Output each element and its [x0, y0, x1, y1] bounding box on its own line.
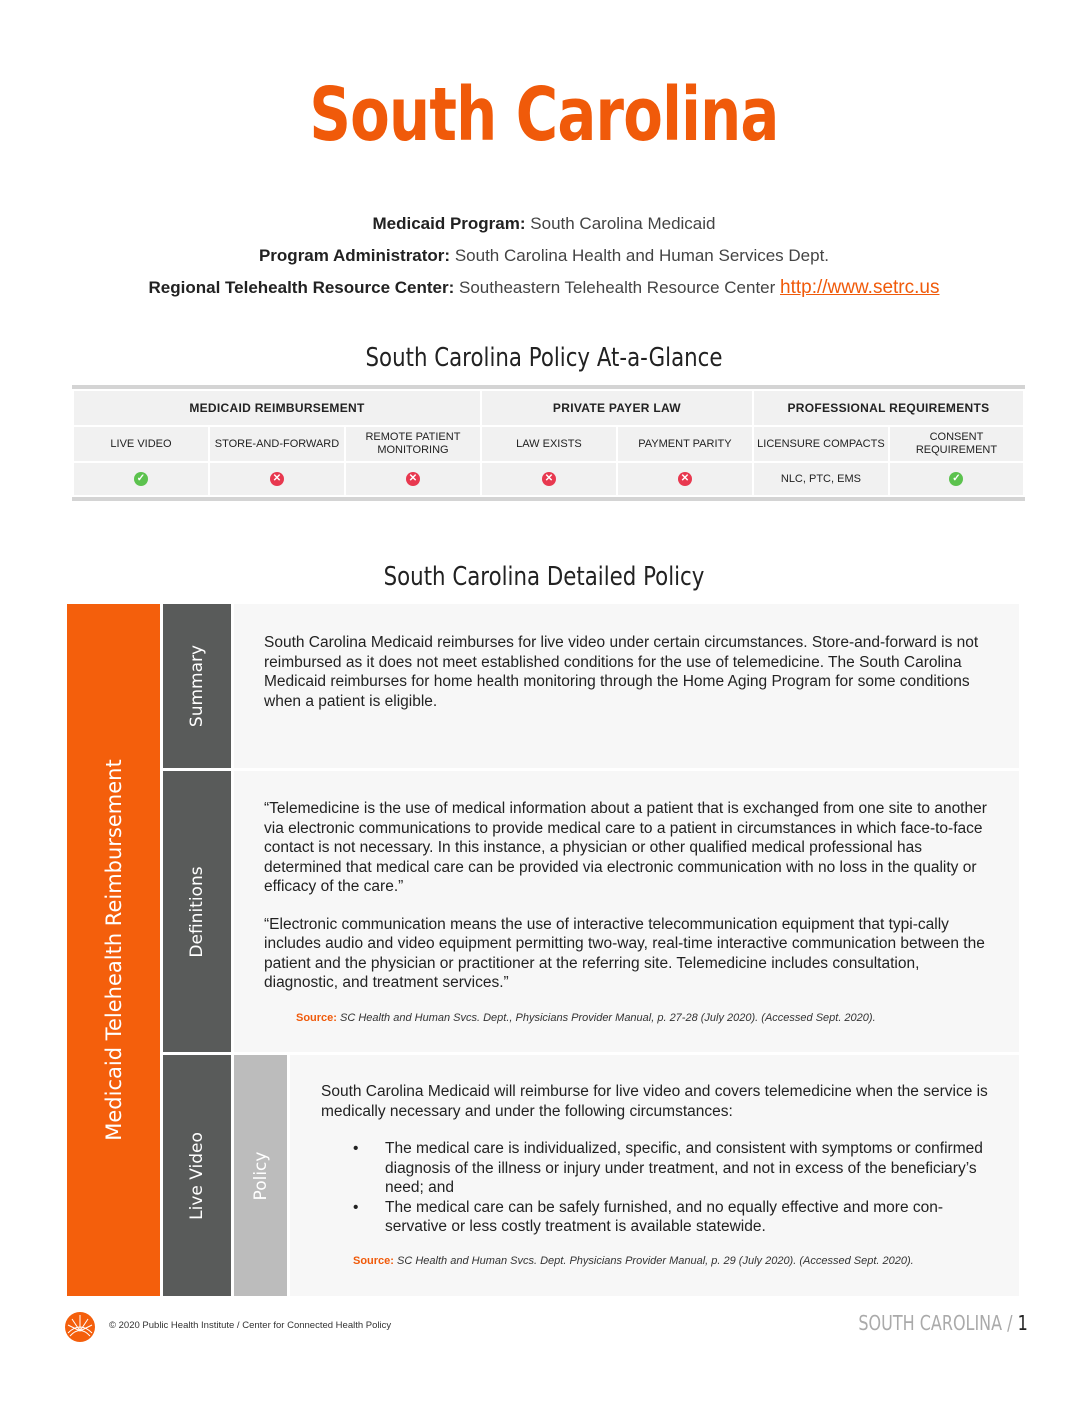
definitions-label: Definitions: [187, 865, 207, 958]
list-item: • The medical care can be safely furnished, and no equally effective and more con-servative or less costly treatment is available statewide.: [321, 1198, 991, 1237]
page-title: South Carolina: [309, 72, 779, 158]
copyright: © 2020 Public Health Institute / Center for Connected Health Policy: [109, 1320, 392, 1331]
cchp-logo-icon: [64, 1311, 96, 1343]
column-header: REMOTE PATIENT MONITORING: [346, 427, 480, 461]
column-header: LICENSURE COMPACTS: [754, 427, 888, 461]
glance-title: South Carolina Policy At-a-Glance: [365, 343, 723, 373]
glance-table: [72, 385, 1025, 501]
policy-subcategory: [234, 1055, 287, 1296]
medicaid-program-label: Medicaid Program:: [372, 214, 526, 233]
side-category-bar: [67, 604, 160, 1296]
summary-text: [264, 633, 992, 729]
x-icon: ✕: [542, 472, 556, 486]
live-video-text: [321, 1082, 991, 1237]
definitions-panel: [234, 771, 1019, 1052]
group-header: PRIVATE PAYER LAW: [482, 391, 752, 425]
value-cell: [346, 463, 480, 495]
x-icon: ✕: [678, 472, 692, 486]
policy-label: Policy: [250, 1151, 271, 1200]
summary-category: [163, 604, 231, 768]
detail-title: South Carolina Detailed Policy: [383, 562, 705, 592]
administrator-line: [0, 246, 1088, 266]
side-category-label: Medicaid Telehealth Reimbursement: [101, 759, 126, 1141]
source-text: SC Health and Human Svcs. Dept. Physicians Provider Manual, p. 29 (July 2020). (Accessed Sept. 2020).: [397, 1255, 914, 1267]
source-label: Source:: [353, 1255, 394, 1267]
rtrc-value: Southeastern Telehealth Resource Center: [459, 278, 776, 297]
check-icon: ✓: [949, 472, 963, 486]
value-cell: [74, 463, 208, 495]
value-cell: [210, 463, 344, 495]
page-identifier: [859, 1311, 1028, 1335]
live-video-category: [163, 1055, 231, 1296]
page-number: 1: [1017, 1311, 1028, 1335]
rtrc-label: Regional Telehealth Resource Center:: [148, 278, 455, 297]
administrator-value: South Carolina Health and Human Services Dept.: [454, 246, 830, 265]
value-cell: [890, 463, 1023, 495]
value-cell: [618, 463, 752, 495]
definitions-source: [296, 1012, 876, 1024]
list-item: • The medical care is individualized, specific, and consistent with symptoms or confirmed diagnosis of the illness or injury under treatment, and not in excess of the beneficiary’s need; and: [321, 1139, 991, 1198]
detailed-policy: [67, 604, 1019, 1296]
source-label: Source:: [296, 1012, 337, 1024]
summary-paragraph: South Carolina Medicaid reimburses for live video under certain circumstances. Store-and-forward is not reimbursed as it does not meet established conditions for the use of telemedicine. The South Carolina Medicaid reimburses for home health monitoring through the Home Aging Program for some conditions when a patient is eligible.: [264, 634, 979, 710]
definitions-category: [163, 771, 231, 1052]
definitions-paragraph: “Electronic communication means the use of interactive telecommunication equipment that typi-cally includes audio and video equipment permitting two-way, real-time interactive communication between the patient and the physician or practitioner at the referring site. Telemedicine includes consultation, diagnostic, and treatment services.”: [264, 915, 985, 991]
check-icon: ✓: [134, 472, 148, 486]
group-header: MEDICAID REIMBURSEMENT: [74, 391, 480, 425]
value-cell: [482, 463, 616, 495]
column-header: PAYMENT PARITY: [618, 427, 752, 461]
live-video-source: [353, 1255, 914, 1267]
medicaid-program-value: South Carolina Medicaid: [530, 214, 716, 233]
group-header: PROFESSIONAL REQUIREMENTS: [754, 391, 1023, 425]
summary-label: Summary: [187, 644, 207, 728]
definitions-text: [264, 799, 992, 1011]
column-header: LIVE VIDEO: [74, 427, 208, 461]
x-icon: ✕: [270, 472, 284, 486]
column-header: CONSENT REQUIREMENT: [890, 427, 1023, 461]
live-video-intro: South Carolina Medicaid will reimburse for live video and covers telemedicine when the service is medically necessary and under the following circumstances:: [321, 1083, 988, 1120]
value-cell: NLC, PTC, EMS: [754, 463, 888, 495]
summary-panel: [234, 604, 1019, 768]
medicaid-program-line: [0, 214, 1088, 234]
rtrc-line: [0, 277, 1088, 299]
live-video-panel: [290, 1055, 1019, 1296]
source-text: SC Health and Human Svcs. Dept., Physicians Provider Manual, p. 27-28 (July 2020). (Accessed Sept. 2020).: [340, 1012, 876, 1024]
administrator-label: Program Administrator:: [258, 246, 451, 265]
live-video-label: Live Video: [187, 1131, 207, 1220]
footer-state: SOUTH CAROLINA /: [858, 1311, 1013, 1335]
definitions-paragraph: “Telemedicine is the use of medical information about a patient that is exchanged from one site to another via electronic communications to provide medical care to a patient in circumstances in which face-to-face contact is not necessary. In this instance, a physician or other qualified medical professional has determined that medical care can be provided via electronic communication with no loss in the quality or efficacy of the care.”: [264, 800, 987, 895]
column-header: STORE-AND-FORWARD: [210, 427, 344, 461]
x-icon: ✕: [406, 472, 420, 486]
column-header: LAW EXISTS: [482, 427, 616, 461]
live-video-bullets: [321, 1139, 991, 1237]
rtrc-link[interactable]: http://www.setrc.us: [780, 277, 940, 298]
